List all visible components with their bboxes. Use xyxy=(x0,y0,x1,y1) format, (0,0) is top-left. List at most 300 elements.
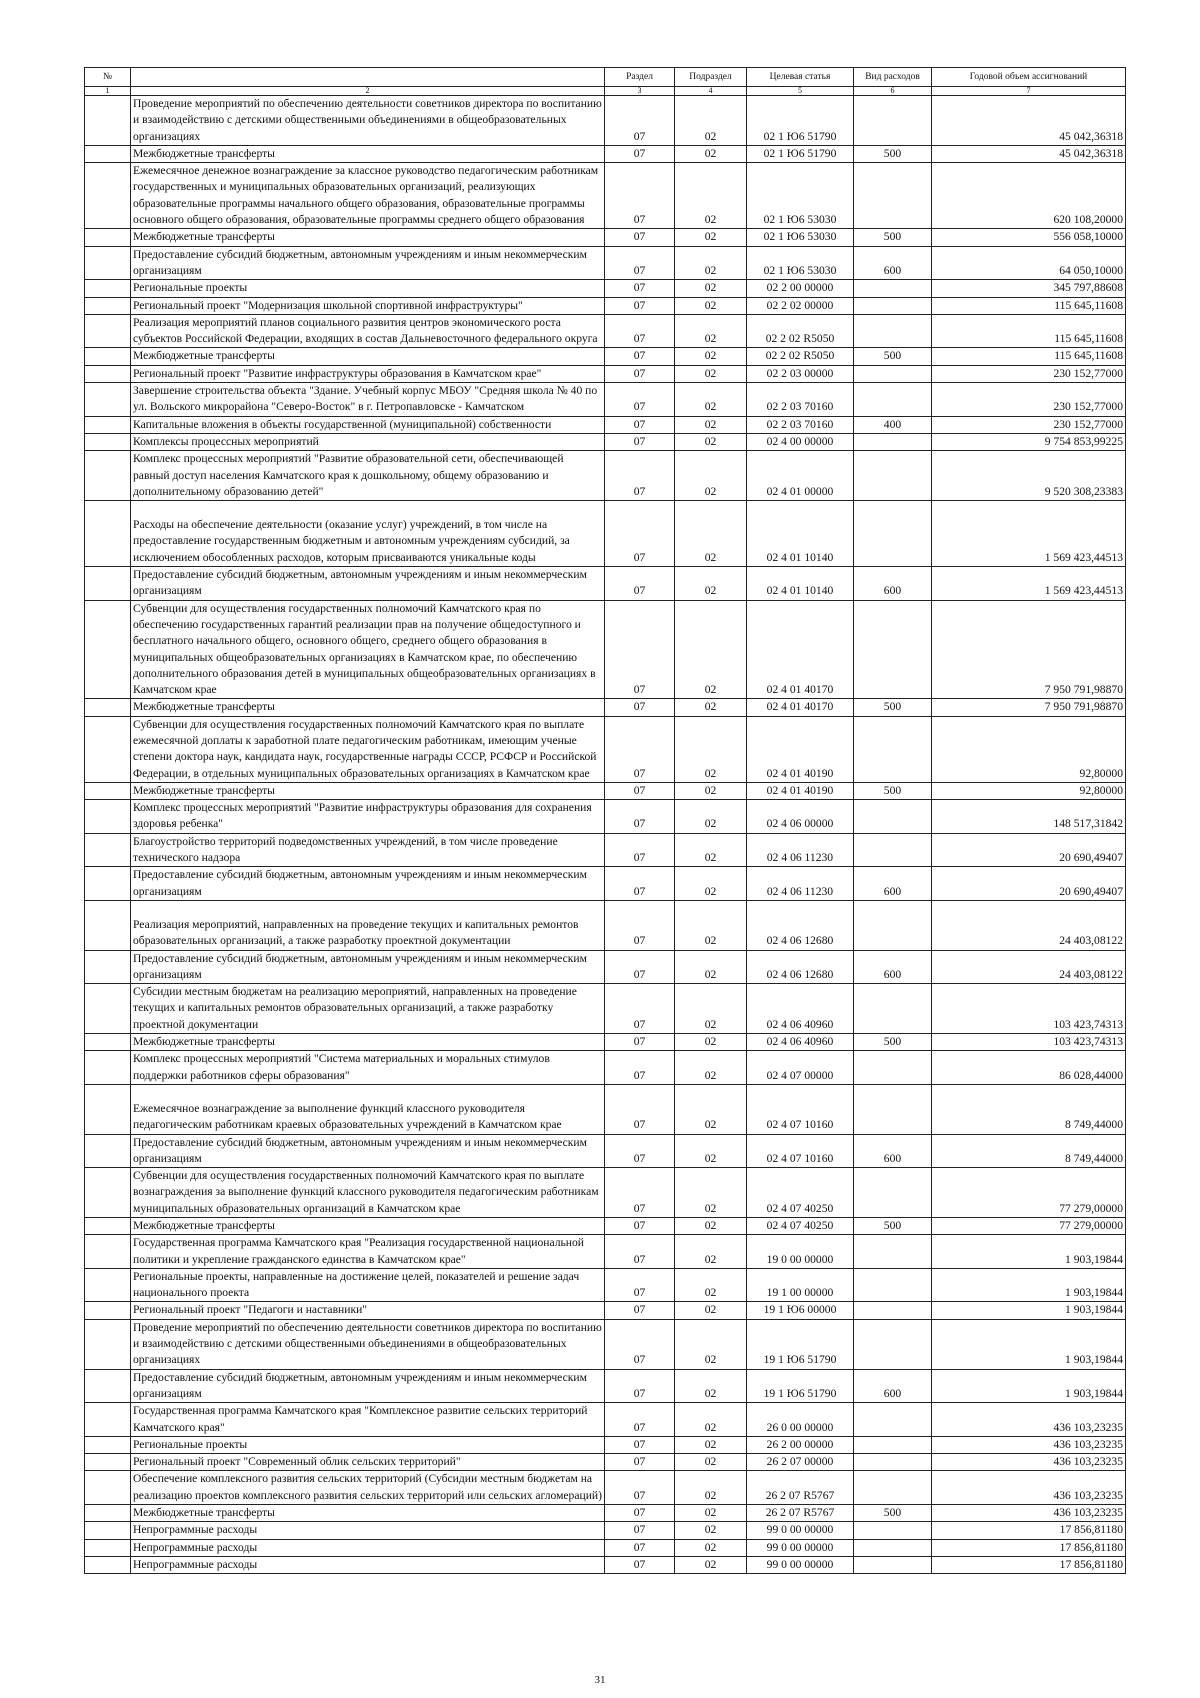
cell-razdel: 07 xyxy=(605,1454,675,1471)
table-row xyxy=(85,1403,1126,1437)
cell-num xyxy=(85,451,131,501)
cell-celevaya: 26 2 07 R5767 xyxy=(747,1471,854,1505)
cell-celevaya: 02 2 02 R5050 xyxy=(747,314,854,348)
cell-celevaya: 02 2 03 00000 xyxy=(747,365,854,382)
cell-razdel: 07 xyxy=(605,1218,675,1235)
cell-podrazdel: 02 xyxy=(675,1556,747,1573)
cell-num xyxy=(85,1369,131,1403)
table-row xyxy=(85,246,1126,280)
cell-podrazdel: 02 xyxy=(675,1134,747,1168)
cell-vid xyxy=(854,314,932,348)
cell-num xyxy=(85,163,131,229)
cell-name: Региональные проекты, направленные на достижение целей, показателей и решение задач национального проекта xyxy=(131,1268,605,1302)
cell-name: Межбюджетные трансферты xyxy=(131,1034,605,1051)
cell-summa: 92,80000 xyxy=(932,782,1126,799)
cell-summa: 20 690,49407 xyxy=(932,867,1126,901)
cell-summa: 64 050,10000 xyxy=(932,246,1126,280)
colnum-2: 2 xyxy=(131,87,605,96)
cell-razdel: 07 xyxy=(605,1268,675,1302)
cell-num xyxy=(85,365,131,382)
cell-vid: 600 xyxy=(854,246,932,280)
cell-podrazdel: 02 xyxy=(675,1268,747,1302)
cell-name: Региональный проект "Развитие инфраструктуры образования в Камчатском крае" xyxy=(131,365,605,382)
cell-celevaya: 02 1 Ю6 51790 xyxy=(747,145,854,162)
table-row xyxy=(85,1051,1126,1085)
cell-name: Предоставление субсидий бюджетным, автономным учреждениям и иным некоммерческим организациям xyxy=(131,950,605,984)
cell-summa: 436 103,23235 xyxy=(932,1436,1126,1453)
cell-name: Государственная программа Камчатского края "Комплексное развитие сельских территорий Камчатского края" xyxy=(131,1403,605,1437)
cell-vid: 600 xyxy=(854,1134,932,1168)
cell-num xyxy=(85,433,131,450)
cell-razdel: 07 xyxy=(605,280,675,297)
cell-razdel: 07 xyxy=(605,1051,675,1085)
cell-celevaya: 02 4 01 40190 xyxy=(747,782,854,799)
cell-summa: 24 403,08122 xyxy=(932,900,1126,950)
table-row xyxy=(85,1454,1126,1471)
cell-num xyxy=(85,416,131,433)
cell-summa: 17 856,81180 xyxy=(932,1522,1126,1539)
cell-name: Субвенции для осуществления государственных полномочий Камчатского края по выплате вознаграждения за выполнение функций классного руководителя педагогическим работникам муниципальных образовательных организаций в Камчатском крае xyxy=(131,1168,605,1218)
cell-razdel: 07 xyxy=(605,297,675,314)
cell-razdel: 07 xyxy=(605,229,675,246)
table-row xyxy=(85,1302,1126,1319)
cell-razdel: 07 xyxy=(605,1471,675,1505)
cell-summa: 17 856,81180 xyxy=(932,1556,1126,1573)
table-row xyxy=(85,451,1126,501)
cell-podrazdel: 02 xyxy=(675,297,747,314)
cell-name: Межбюджетные трансферты xyxy=(131,145,605,162)
cell-vid xyxy=(854,1539,932,1556)
cell-vid xyxy=(854,1235,932,1269)
cell-celevaya: 02 4 07 40250 xyxy=(747,1168,854,1218)
cell-celevaya: 02 4 06 11230 xyxy=(747,833,854,867)
cell-name: Субвенции для осуществления государственных полномочий Камчатского края по выплате ежемесячной доплаты к заработной плате педагогическим работникам, имеющим ученые степени доктора наук, кандидата наук, государственные награды СССР, РСФСР и Российской Федерации, в отдельных муниципальных образовательных организациях в Камчатском крае xyxy=(131,716,605,782)
cell-celevaya: 02 2 02 00000 xyxy=(747,297,854,314)
cell-celevaya: 02 2 03 70160 xyxy=(747,416,854,433)
cell-podrazdel: 02 xyxy=(675,867,747,901)
cell-name: Региональные проекты xyxy=(131,280,605,297)
cell-vid xyxy=(854,1302,932,1319)
cell-podrazdel: 02 xyxy=(675,782,747,799)
table-row xyxy=(85,1505,1126,1522)
cell-vid: 500 xyxy=(854,699,932,716)
page-number: 31 xyxy=(594,1674,606,1686)
cell-vid: 500 xyxy=(854,1218,932,1235)
cell-vid xyxy=(854,1403,932,1437)
cell-name: Межбюджетные трансферты xyxy=(131,348,605,365)
cell-celevaya: 02 4 00 00000 xyxy=(747,433,854,450)
cell-razdel: 07 xyxy=(605,163,675,229)
cell-num xyxy=(85,1268,131,1302)
cell-razdel: 07 xyxy=(605,699,675,716)
cell-razdel: 07 xyxy=(605,1436,675,1453)
table-row xyxy=(85,1168,1126,1218)
cell-num xyxy=(85,1235,131,1269)
table-row xyxy=(85,699,1126,716)
cell-name: Непрограммные расходы xyxy=(131,1556,605,1573)
table-row xyxy=(85,1084,1126,1134)
cell-name: Благоустройство территорий подведомственных учреждений, в том числе проведение технического надзора xyxy=(131,833,605,867)
cell-num xyxy=(85,1505,131,1522)
budget-table xyxy=(84,67,1126,1574)
cell-razdel: 07 xyxy=(605,1302,675,1319)
cell-celevaya: 19 1 Ю6 51790 xyxy=(747,1319,854,1369)
table-row xyxy=(85,1369,1126,1403)
cell-podrazdel: 02 xyxy=(675,1051,747,1085)
cell-num xyxy=(85,1454,131,1471)
cell-num xyxy=(85,1051,131,1085)
cell-vid xyxy=(854,365,932,382)
cell-name: Комплекс процессных мероприятий "Развитие инфраструктуры образования для сохранения здоровья ребенка" xyxy=(131,800,605,834)
cell-summa: 17 856,81180 xyxy=(932,1539,1126,1556)
cell-podrazdel: 02 xyxy=(675,348,747,365)
cell-name: Предоставление субсидий бюджетным, автономным учреждениям и иным некоммерческим организациям xyxy=(131,246,605,280)
cell-summa: 115 645,11608 xyxy=(932,297,1126,314)
cell-num xyxy=(85,900,131,950)
cell-name: Обеспечение комплексного развития сельских территорий (Субсидии местным бюджетам на реализацию проектов комплексного развития сельских территорий или сельских агломераций) xyxy=(131,1471,605,1505)
cell-vid: 500 xyxy=(854,229,932,246)
table-row xyxy=(85,1134,1126,1168)
cell-vid xyxy=(854,1522,932,1539)
cell-summa: 77 279,00000 xyxy=(932,1168,1126,1218)
cell-podrazdel: 02 xyxy=(675,365,747,382)
cell-razdel: 07 xyxy=(605,1084,675,1134)
cell-name: Предоставление субсидий бюджетным, автономным учреждениям и иным некоммерческим организациям xyxy=(131,1369,605,1403)
cell-podrazdel: 02 xyxy=(675,1471,747,1505)
table-row xyxy=(85,433,1126,450)
cell-podrazdel: 02 xyxy=(675,1168,747,1218)
table-row xyxy=(85,1436,1126,1453)
cell-num xyxy=(85,1522,131,1539)
cell-celevaya: 26 2 00 00000 xyxy=(747,1436,854,1453)
cell-summa: 436 103,23235 xyxy=(932,1403,1126,1437)
cell-summa: 115 645,11608 xyxy=(932,348,1126,365)
cell-podrazdel: 02 xyxy=(675,314,747,348)
cell-vid xyxy=(854,800,932,834)
cell-vid xyxy=(854,1168,932,1218)
table-row xyxy=(85,1471,1126,1505)
cell-celevaya: 02 4 06 40960 xyxy=(747,1034,854,1051)
cell-razdel: 07 xyxy=(605,1556,675,1573)
colnum-5: 5 xyxy=(747,87,854,96)
cell-vid: 600 xyxy=(854,950,932,984)
cell-razdel: 07 xyxy=(605,96,675,146)
cell-podrazdel: 02 xyxy=(675,1218,747,1235)
cell-podrazdel: 02 xyxy=(675,699,747,716)
cell-num xyxy=(85,1218,131,1235)
cell-vid xyxy=(854,433,932,450)
cell-podrazdel: 02 xyxy=(675,900,747,950)
cell-vid: 400 xyxy=(854,416,932,433)
table-row xyxy=(85,1319,1126,1369)
cell-razdel: 07 xyxy=(605,567,675,601)
cell-podrazdel: 02 xyxy=(675,1235,747,1269)
cell-vid: 600 xyxy=(854,867,932,901)
table-row xyxy=(85,501,1126,567)
cell-vid xyxy=(854,1556,932,1573)
table-row xyxy=(85,383,1126,417)
cell-celevaya: 99 0 00 00000 xyxy=(747,1556,854,1573)
table-header xyxy=(85,68,1126,96)
cell-celevaya: 99 0 00 00000 xyxy=(747,1539,854,1556)
cell-name: Комплекс процессных мероприятий "Развитие образовательной сети, обеспечивающей равный доступ населения Камчатского края к дошкольному, общему образованию и дополнительному образованию детей" xyxy=(131,451,605,501)
cell-razdel: 07 xyxy=(605,1235,675,1269)
cell-razdel: 07 xyxy=(605,314,675,348)
cell-razdel: 07 xyxy=(605,1134,675,1168)
cell-summa: 436 103,23235 xyxy=(932,1471,1126,1505)
cell-celevaya: 02 4 01 40190 xyxy=(747,716,854,782)
cell-celevaya: 02 1 Ю6 53030 xyxy=(747,229,854,246)
cell-razdel: 07 xyxy=(605,451,675,501)
cell-name: Межбюджетные трансферты xyxy=(131,1218,605,1235)
cell-celevaya: 19 1 Ю6 51790 xyxy=(747,1369,854,1403)
table-row xyxy=(85,163,1126,229)
cell-razdel: 07 xyxy=(605,950,675,984)
cell-razdel: 07 xyxy=(605,1369,675,1403)
cell-celevaya: 26 2 07 00000 xyxy=(747,1454,854,1471)
cell-celevaya: 02 4 06 12680 xyxy=(747,900,854,950)
cell-razdel: 07 xyxy=(605,716,675,782)
cell-razdel: 07 xyxy=(605,1522,675,1539)
cell-name: Реализация мероприятий планов социального развития центров экономического роста субъектов Российской Федерации, входящих в состав Дальневосточного федерального округа xyxy=(131,314,605,348)
cell-num xyxy=(85,1168,131,1218)
table-row xyxy=(85,567,1126,601)
table-row xyxy=(85,297,1126,314)
cell-podrazdel: 02 xyxy=(675,96,747,146)
cell-name: Межбюджетные трансферты xyxy=(131,229,605,246)
table-body xyxy=(85,96,1126,1574)
cell-podrazdel: 02 xyxy=(675,246,747,280)
cell-celevaya: 02 4 07 10160 xyxy=(747,1084,854,1134)
cell-vid: 600 xyxy=(854,567,932,601)
table-row xyxy=(85,1034,1126,1051)
cell-celevaya: 02 4 07 10160 xyxy=(747,1134,854,1168)
cell-num xyxy=(85,314,131,348)
cell-vid: 500 xyxy=(854,1505,932,1522)
cell-podrazdel: 02 xyxy=(675,1436,747,1453)
cell-name: Субвенции для осуществления государственных полномочий Камчатского края по обеспечению государственных гарантий реализации прав на получение общедоступного и бесплатного начального общего, основного общего, среднего общего образования в муниципальных общеобразовательных организациях в Камчатском крае, по обеспечению дополнительного образования детей в муниципальных общеобразовательных организациях в Камчатском крае xyxy=(131,600,605,699)
cell-summa: 9 520 308,23383 xyxy=(932,451,1126,501)
cell-podrazdel: 02 xyxy=(675,163,747,229)
cell-summa: 230 152,77000 xyxy=(932,365,1126,382)
cell-celevaya: 02 1 Ю6 53030 xyxy=(747,246,854,280)
cell-celevaya: 02 4 01 10140 xyxy=(747,567,854,601)
table-row xyxy=(85,1522,1126,1539)
cell-num xyxy=(85,867,131,901)
cell-podrazdel: 02 xyxy=(675,229,747,246)
cell-celevaya: 02 4 06 00000 xyxy=(747,800,854,834)
cell-name: Проведение мероприятий по обеспечению деятельности советников директора по воспитанию и взаимодействию с детскими общественными объединениями в общеобразовательных организациях xyxy=(131,1319,605,1369)
cell-name: Межбюджетные трансферты xyxy=(131,699,605,716)
cell-vid: 500 xyxy=(854,1034,932,1051)
cell-num xyxy=(85,716,131,782)
cell-podrazdel: 02 xyxy=(675,1319,747,1369)
cell-num xyxy=(85,600,131,699)
cell-num xyxy=(85,1319,131,1369)
cell-summa: 9 754 853,99225 xyxy=(932,433,1126,450)
cell-vid xyxy=(854,1436,932,1453)
table-row xyxy=(85,1539,1126,1556)
cell-podrazdel: 02 xyxy=(675,567,747,601)
cell-num xyxy=(85,1539,131,1556)
cell-podrazdel: 02 xyxy=(675,1034,747,1051)
table-row xyxy=(85,800,1126,834)
cell-podrazdel: 02 xyxy=(675,1454,747,1471)
cell-razdel: 07 xyxy=(605,867,675,901)
cell-name: Комплексы процессных мероприятий xyxy=(131,433,605,450)
cell-summa: 620 108,20000 xyxy=(932,163,1126,229)
header-celevaya: Целевая статья xyxy=(747,68,854,87)
cell-vid xyxy=(854,280,932,297)
cell-summa: 24 403,08122 xyxy=(932,950,1126,984)
colnum-7: 7 xyxy=(932,87,1126,96)
cell-razdel: 07 xyxy=(605,1168,675,1218)
cell-summa: 77 279,00000 xyxy=(932,1218,1126,1235)
cell-summa: 230 152,77000 xyxy=(932,383,1126,417)
cell-razdel: 07 xyxy=(605,416,675,433)
cell-summa: 103 423,74313 xyxy=(932,984,1126,1034)
cell-name: Непрограммные расходы xyxy=(131,1522,605,1539)
cell-name: Региональные проекты xyxy=(131,1436,605,1453)
cell-celevaya: 19 0 00 00000 xyxy=(747,1235,854,1269)
table-row xyxy=(85,782,1126,799)
cell-celevaya: 02 4 06 11230 xyxy=(747,867,854,901)
cell-razdel: 07 xyxy=(605,246,675,280)
cell-num xyxy=(85,1084,131,1134)
cell-vid: 500 xyxy=(854,145,932,162)
header-name xyxy=(131,68,605,87)
table-row xyxy=(85,1218,1126,1235)
cell-name: Предоставление субсидий бюджетным, автономным учреждениям и иным некоммерческим организациям xyxy=(131,867,605,901)
cell-podrazdel: 02 xyxy=(675,383,747,417)
cell-razdel: 07 xyxy=(605,900,675,950)
cell-summa: 148 517,31842 xyxy=(932,800,1126,834)
cell-summa: 345 797,88608 xyxy=(932,280,1126,297)
cell-celevaya: 02 4 01 40170 xyxy=(747,699,854,716)
cell-num xyxy=(85,229,131,246)
cell-num xyxy=(85,984,131,1034)
cell-celevaya: 02 4 06 40960 xyxy=(747,984,854,1034)
cell-razdel: 07 xyxy=(605,348,675,365)
cell-razdel: 07 xyxy=(605,501,675,567)
cell-summa: 8 749,44000 xyxy=(932,1134,1126,1168)
cell-summa: 86 028,44000 xyxy=(932,1051,1126,1085)
cell-razdel: 07 xyxy=(605,782,675,799)
cell-summa: 7 950 791,98870 xyxy=(932,600,1126,699)
cell-podrazdel: 02 xyxy=(675,280,747,297)
cell-vid xyxy=(854,383,932,417)
column-number-row xyxy=(85,87,1126,96)
cell-podrazdel: 02 xyxy=(675,145,747,162)
cell-vid xyxy=(854,1454,932,1471)
cell-celevaya: 19 1 00 00000 xyxy=(747,1268,854,1302)
table-row xyxy=(85,1556,1126,1573)
cell-summa: 1 903,19844 xyxy=(932,1369,1126,1403)
cell-num xyxy=(85,699,131,716)
cell-razdel: 07 xyxy=(605,1505,675,1522)
cell-vid xyxy=(854,1319,932,1369)
cell-vid: 500 xyxy=(854,348,932,365)
cell-podrazdel: 02 xyxy=(675,451,747,501)
cell-razdel: 07 xyxy=(605,383,675,417)
cell-celevaya: 02 1 Ю6 53030 xyxy=(747,163,854,229)
cell-vid xyxy=(854,96,932,146)
cell-name: Ежемесячное вознаграждение за выполнение функций классного руководителя педагогическим работникам краевых образовательных учреждений в Камчатском крае xyxy=(131,1084,605,1134)
cell-vid xyxy=(854,163,932,229)
cell-num xyxy=(85,96,131,146)
cell-num xyxy=(85,782,131,799)
cell-summa: 115 645,11608 xyxy=(932,314,1126,348)
cell-celevaya: 02 2 00 00000 xyxy=(747,280,854,297)
cell-name: Капитальные вложения в объекты государственной (муниципальной) собственности xyxy=(131,416,605,433)
table-row xyxy=(85,867,1126,901)
table-row xyxy=(85,348,1126,365)
cell-celevaya: 02 4 06 12680 xyxy=(747,950,854,984)
cell-podrazdel: 02 xyxy=(675,600,747,699)
cell-vid xyxy=(854,501,932,567)
cell-podrazdel: 02 xyxy=(675,1522,747,1539)
cell-vid xyxy=(854,900,932,950)
cell-razdel: 07 xyxy=(605,600,675,699)
cell-podrazdel: 02 xyxy=(675,833,747,867)
cell-num xyxy=(85,348,131,365)
cell-name: Межбюджетные трансферты xyxy=(131,782,605,799)
cell-podrazdel: 02 xyxy=(675,1505,747,1522)
cell-name: Предоставление субсидий бюджетным, автономным учреждениям и иным некоммерческим организациям xyxy=(131,567,605,601)
cell-num xyxy=(85,1134,131,1168)
table-row xyxy=(85,600,1126,699)
cell-podrazdel: 02 xyxy=(675,1403,747,1437)
cell-podrazdel: 02 xyxy=(675,433,747,450)
cell-vid xyxy=(854,1051,932,1085)
cell-num xyxy=(85,1471,131,1505)
cell-summa: 1 903,19844 xyxy=(932,1235,1126,1269)
cell-podrazdel: 02 xyxy=(675,800,747,834)
cell-num xyxy=(85,950,131,984)
colnum-1: 1 xyxy=(85,87,131,96)
table-row xyxy=(85,229,1126,246)
cell-name: Комплекс процессных мероприятий "Система материальных и моральных стимулов поддержки работников сферы образования" xyxy=(131,1051,605,1085)
cell-num xyxy=(85,1302,131,1319)
header-num: № xyxy=(85,68,131,87)
cell-vid xyxy=(854,451,932,501)
cell-num xyxy=(85,833,131,867)
cell-vid xyxy=(854,297,932,314)
cell-name: Завершение строительства объекта "Здание. Учебный корпус МБОУ "Средняя школа № 40 по ул. Вольского микрорайона "Северо-Восток" в г. Петропавловске - Камчатском xyxy=(131,383,605,417)
cell-razdel: 07 xyxy=(605,1034,675,1051)
cell-celevaya: 02 4 07 00000 xyxy=(747,1051,854,1085)
cell-num xyxy=(85,501,131,567)
table-row xyxy=(85,145,1126,162)
cell-summa: 20 690,49407 xyxy=(932,833,1126,867)
cell-name: Региональный проект "Модернизация школьной спортивной инфраструктуры" xyxy=(131,297,605,314)
table-row xyxy=(85,833,1126,867)
header-podrazdel: Подраздел xyxy=(675,68,747,87)
cell-summa: 45 042,36318 xyxy=(932,96,1126,146)
cell-name: Расходы на обеспечение деятельности (оказание услуг) учреждений, в том числе на предоставление государственным бюджетным и автономным учреждениям субсидий, за исключением обособленных расходов, которым присваиваются уникальные коды xyxy=(131,501,605,567)
cell-celevaya: 02 2 03 70160 xyxy=(747,383,854,417)
cell-podrazdel: 02 xyxy=(675,1369,747,1403)
cell-name: Ежемесячное денежное вознаграждение за классное руководство педагогическим работникам государственных и муниципальных образовательных организаций, реализующих образовательные программы начального общего образования, образовательные программы основного общего образования, образовательные программы среднего общего образования xyxy=(131,163,605,229)
cell-summa: 103 423,74313 xyxy=(932,1034,1126,1051)
cell-num xyxy=(85,280,131,297)
cell-razdel: 07 xyxy=(605,145,675,162)
cell-celevaya: 99 0 00 00000 xyxy=(747,1522,854,1539)
table-row xyxy=(85,96,1126,146)
cell-summa: 92,80000 xyxy=(932,716,1126,782)
cell-num xyxy=(85,383,131,417)
cell-summa: 45 042,36318 xyxy=(932,145,1126,162)
